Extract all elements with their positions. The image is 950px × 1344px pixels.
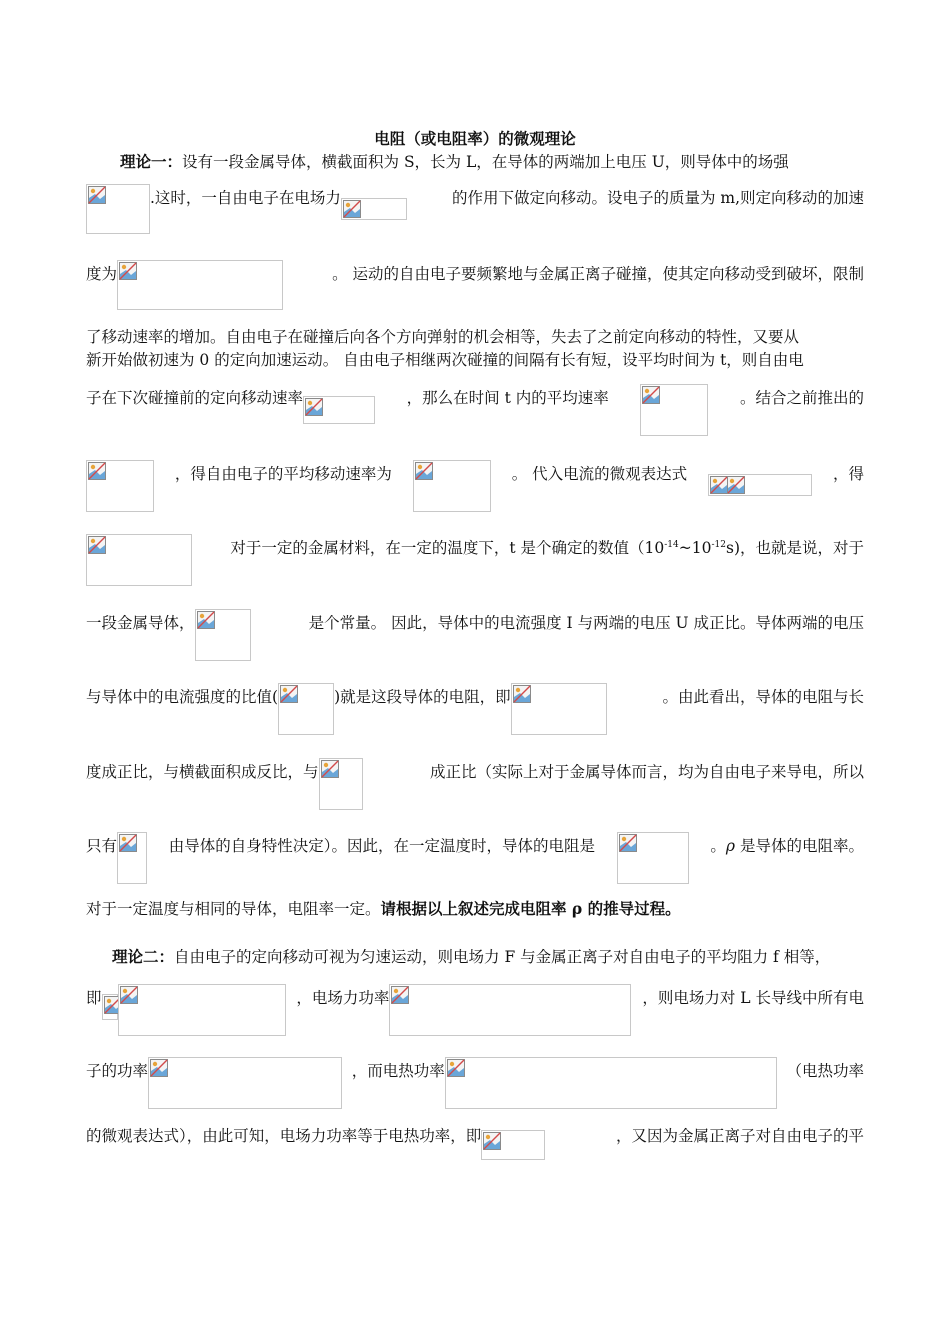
formula-image (303, 396, 375, 424)
formula-image (319, 758, 363, 810)
broken-image-icon (391, 986, 409, 1004)
broken-image-icon (280, 685, 298, 703)
theory2-line-2: 即 ，电场力功率 ，则电场力对 L 长导线中所有电 (86, 988, 864, 1036)
theory1-label: 理论一： (120, 152, 183, 171)
broken-image-icon (513, 685, 531, 703)
formula-image (86, 460, 154, 512)
broken-image-icon (88, 462, 106, 480)
theory2-line-4: 的微观表达式），由此可知，电场力功率等于电热功率，即 ，又因为金属正离子对自由电子的平 (86, 1126, 864, 1160)
theory1-line-13: 对于一定温度与相同的导体，电阻率一定。请根据以上叙述完成电阻率 ρ 的推导过程。 (86, 899, 681, 918)
broken-image-icon (120, 986, 138, 1004)
broken-image-icon (119, 262, 137, 280)
broken-image-icon (619, 834, 637, 852)
broken-image-icon (197, 611, 215, 629)
formula-image (117, 832, 147, 884)
theory1-line-7: ，得自由电子的平均移动速率为 。 代入电流的微观表达式 ，得 (86, 464, 864, 512)
theory1-line-5: 新开始做初速为 0 的定向加速运动。 自由电子相继两次碰撞的间隔有长有短，设平均时间为 t，则自由电 (86, 351, 804, 369)
theory1-line-9: 一段金属导体， 是个常量。 因此，导体中的电流强度 I 与两端的电压 U 成正比。导体两端的电压 (86, 613, 864, 661)
broken-image-icon (321, 760, 339, 778)
broken-image-icon (415, 462, 433, 480)
theory1-line-12: 只有 由导体的自身特性决定）。因此，在一定温度时，导体的电阻是 。ρ 是导体的电阻率。 (86, 836, 864, 884)
formula-image (86, 534, 192, 586)
document-title: 电阻（或电阻率）的微观理论 (374, 129, 576, 148)
theory1-line-3: 度为 。 运动的自由电子要频繁地与金属正离子碰撞，使其定向移动受到破坏，限制 (86, 264, 864, 310)
theory2-label: 理论二： (112, 947, 175, 966)
formula-image (511, 683, 607, 735)
formula-image (617, 832, 689, 884)
formula-image (481, 1130, 545, 1160)
formula-image (195, 609, 251, 661)
formula-image (389, 984, 631, 1036)
broken-image-icon (119, 834, 137, 852)
formula-image (278, 683, 334, 735)
formula-image (445, 1057, 777, 1109)
formula-image (148, 1057, 342, 1109)
theory2-line-3: 子的功率 ，而电热功率 （电热功率 (86, 1061, 864, 1109)
broken-image-icon (150, 1059, 168, 1077)
formula-image (708, 474, 812, 496)
formula-image (341, 198, 407, 220)
formula-image (117, 260, 283, 310)
broken-image-icon (727, 476, 745, 494)
theory1-line-11: 度成正比，与横截面积成反比，与 成正比（实际上对于金属导体而言，均为自由电子来导电，所以 (86, 762, 864, 810)
theory1-line-1: 理论一：设有一段金属导体，横截面积为 S，长为 L，在导体的两端加上电压 U，则导体中的场强 (120, 152, 789, 171)
theory1-line-8: 对于一定的金属材料，在一定的温度下，t 是个确定的数值$(10^{-14}\sim 10^{-12}s)$，也就是说，对于 (86, 538, 864, 586)
theory2-line-1: 理论二：自由电子的定向移动可视为匀速运动，则电场力 F 与金属正离子对自由电子的平均阻力 f 相等， (112, 947, 831, 966)
formula-image (102, 994, 118, 1020)
formula-image (413, 460, 491, 512)
theory1-line-10: 与导体中的电流强度的比值( )就是这段导体的电阻，即 。由此看出，导体的电阻与长 (86, 687, 864, 735)
broken-image-icon (88, 186, 106, 204)
theory1-line-4: 了移动速率的增加。自由电子在碰撞后向各个方向弹射的机会相等，失去了之前定向移动的特性，又要从 (86, 328, 800, 346)
broken-image-icon (305, 398, 323, 416)
broken-image-icon (483, 1132, 501, 1150)
broken-image-icon (710, 476, 728, 494)
broken-image-icon (447, 1059, 465, 1077)
formula-image (640, 384, 708, 436)
broken-image-icon (343, 200, 361, 218)
formula-image (86, 184, 150, 234)
theory1-line-6: 子在下次碰撞前的定向移动速率 ，那么在时间 t 内的平均速率 。结合之前推出的 (86, 388, 864, 436)
broken-image-icon (642, 386, 660, 404)
broken-image-icon (88, 536, 106, 554)
formula-image (118, 984, 286, 1036)
theory1-line-2: .这时，一自由电子在电场力 的作用下做定向移动。设电子的质量为 m,则定向移动的加速 (86, 188, 864, 234)
